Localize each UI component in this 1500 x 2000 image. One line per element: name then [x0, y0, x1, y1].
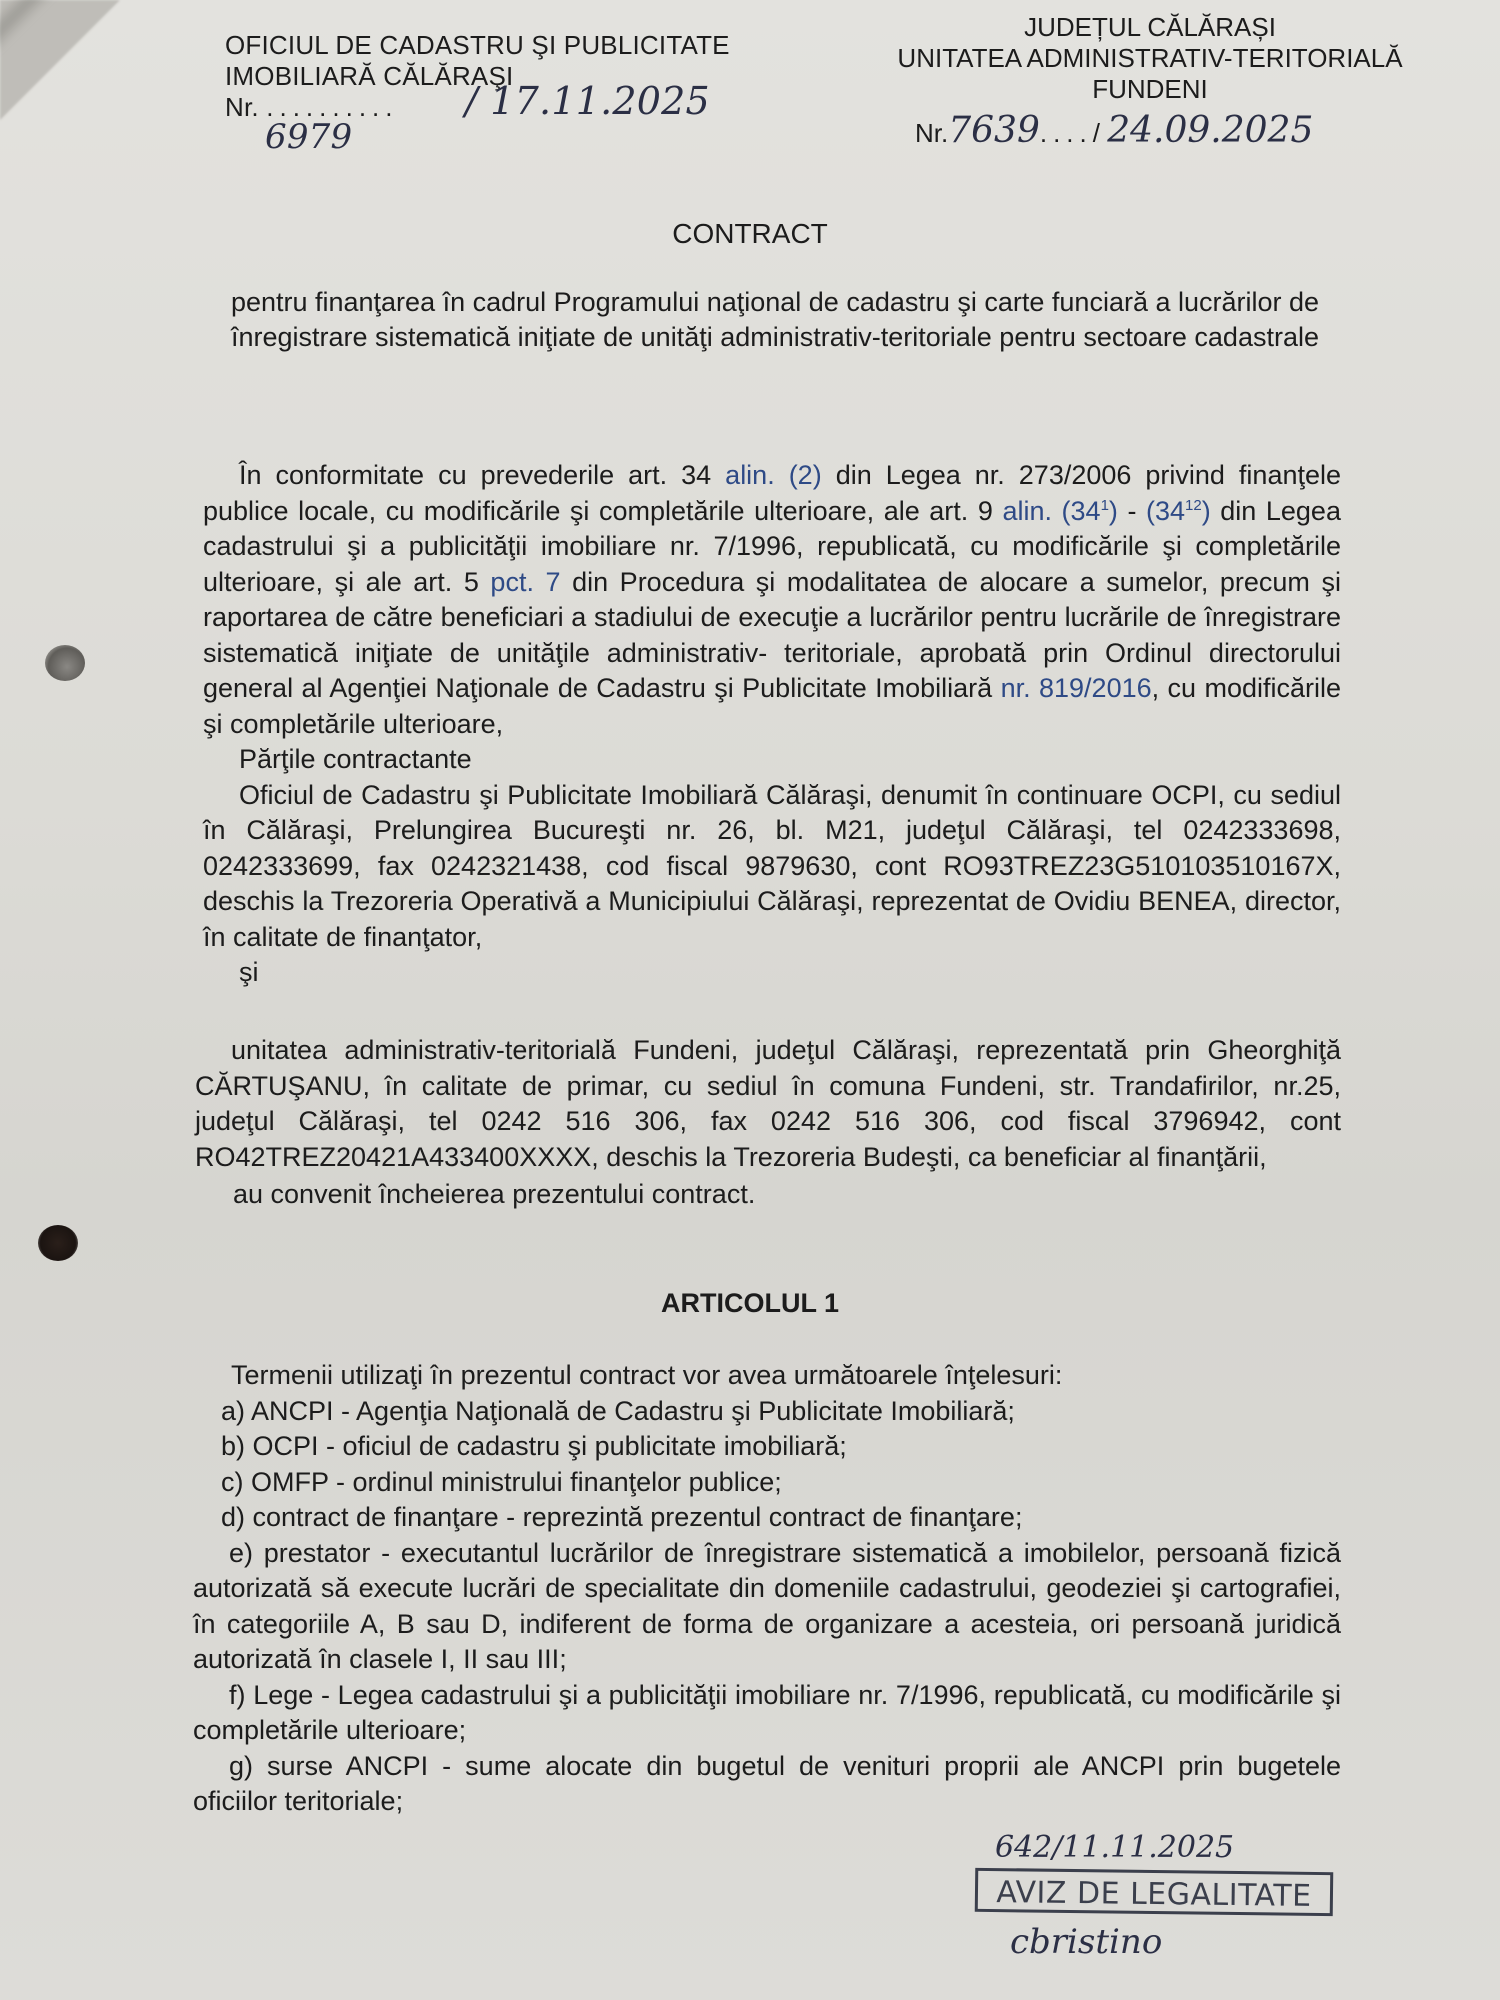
header-uat-line3: FUNDENI — [1092, 74, 1208, 104]
nr-slash: / — [1092, 118, 1100, 148]
handwritten-registration-date: 24.09.2025 — [1107, 110, 1314, 151]
nr-dots: .......... — [266, 92, 399, 122]
parties-conjunction: şi — [239, 957, 259, 987]
header-uat — [870, 12, 1430, 149]
preamble — [203, 458, 1341, 991]
article-1-body — [193, 1358, 1341, 1820]
signature: cbristino — [1010, 1922, 1163, 1962]
stamp-label-box: AVIZ DE LEGALITATE — [975, 1868, 1334, 1916]
definition-item: g) surse ANCPI - sume alocate din bugetul de venituri proprii ale ANCPI prin bugetele oficiilor teritoriale; — [193, 1750, 1341, 1816]
party-ocpi: Oficiul de Cadastru şi Publicitate Imobiliară Călăraşi, denumit în continuare OCPI, cu sediul în Călăraşi, Prelungirea Bucureşti nr. 26, bl. M21, judeţul Călăraşi, tel 0242333698, 0242333699, fax 0242321438, cod fiscal 9879630, cont RO93TREZ23G510103510167X, deschis la Trezoreria Operativă a Municipiului Călăraşi, reprezentat de Ovidiu BENEA, director, în calitate de finanţator, — [203, 779, 1341, 952]
punch-hole-bottom — [38, 1225, 78, 1261]
header-ocpi — [225, 30, 730, 157]
nr-label: Nr. — [225, 92, 259, 122]
definition-item: d) contract de finanţare - reprezintă prezentul contract de finanţare; — [221, 1502, 1023, 1532]
definition-item: a) ANCPI - Agenţia Naţională de Cadastru şi Publicitate Imobiliară; — [221, 1395, 1015, 1426]
stamp-handwritten-reference: 642/11.11.2025 — [995, 1830, 1235, 1865]
preamble-paragraph: În conformitate cu prevederile art. 34 alin. (2) din Legea nr. 273/2006 privind finanţele publice locale, cu modificările şi completările ulterioare, ale art. 9 alin. $(34^1) - (34^{12})$ din Legea cadastrului şi a publicităţii imobiliare nr. 7/1996, republicată, cu modificările şi completările ulterioare, şi ale art. 5 pct. 7 din Procedura şi modalitatea de alocare a sumelor, precum şi raportarea de către beneficiari a stadiului de execuţie a lucrărilor pentru lucrările de înregistrare sistematică iniţiate de unităţile administrativ- teritoriale, aprobată prin Ordinul directorului general al Agenţiei Naţionale de Cadastru şi Publicitate Imobiliară nr. 819/2016, cu modificările şi completările ulterioare, — [203, 460, 1342, 739]
definition-item: b) OCPI - oficiul de cadastru şi publicitate imobiliară; — [221, 1431, 847, 1461]
uat-registration-number — [870, 110, 1430, 151]
handwritten-registration-number: 7639 — [948, 110, 1040, 151]
nr-dots: .... — [1039, 118, 1093, 148]
handwritten-registration-date: / 17.11.2025 — [465, 79, 710, 123]
nr-label: Nr. — [915, 118, 949, 148]
article-1-title: ARTICOLUL 1 — [660, 1288, 839, 1318]
parties-heading: Părţile contractante — [239, 744, 472, 774]
legality-stamp — [975, 1830, 1355, 2000]
party-uat-block — [195, 1033, 1341, 1213]
party-uat: unitatea administrativ-teritorială Fundeni, judeţul Călăraşi, reprezentată prin Gheorghiţă CĂRTUŞANU, în calitate de primar, cu sediul în comuna Fundeni, str. Trandafirilor, nr.25, judeţul Călăraşi, tel 0242 516 306, fax 0242 516 306, cod fiscal 3796942, cont RO42TREZ20421A433400XXXX, deschis la Trezoreria Budeşti, ca beneficiar al finanţării, — [195, 1035, 1341, 1172]
definition-item: e) prestator - executantul lucrărilor de înregistrare sistematică a imobilelor, persoană fizică autorizată să execute lucrări de specialitate din domeniile cadastrului, geodeziei şi cartografiei, în categoriile A, B sau D, indiferent de forma de organizare a acesteia, ori persoană juridică autorizată în clasele I, II sau III; — [193, 1537, 1341, 1674]
agreement-statement: au convenit încheierea prezentului contract. — [233, 1179, 756, 1209]
header-ocpi-line2: IMOBILIARĂ CĂLĂRAŞI — [225, 61, 514, 91]
header-uat-line1: JUDEȚUL CĂLĂRAȘI — [1024, 12, 1276, 42]
punch-hole-top — [45, 645, 85, 681]
document-title: CONTRACT — [672, 218, 828, 249]
document-subtitle: pentru finanţarea în cadrul Programului naţional de cadastru şi carte funciară a lucrărilor de înregistrare sistematică iniţiate de unităţi administrativ-teritoriale pentru sectoare cadastrale — [230, 287, 1320, 352]
header-uat-line2: UNITATEA ADMINISTRATIV-TERITORIALĂ — [897, 43, 1403, 73]
handwritten-registration-number: 6979 — [265, 117, 353, 157]
definition-item: f) Lege - Legea cadastrului şi a publicităţii imobiliare nr. 7/1996, republicată, cu modificările şi completările ulterioare; — [193, 1679, 1341, 1745]
header-ocpi-line1: OFICIUL DE CADASTRU ŞI PUBLICITATE — [225, 30, 730, 60]
definition-item: c) OMFP - ordinul ministrului finanţelor publice; — [221, 1466, 782, 1497]
ocpi-registration-number — [225, 79, 730, 157]
article-1-intro: Termenii utilizaţi în prezentul contract vor avea următoarele înţelesuri: — [231, 1360, 1063, 1390]
